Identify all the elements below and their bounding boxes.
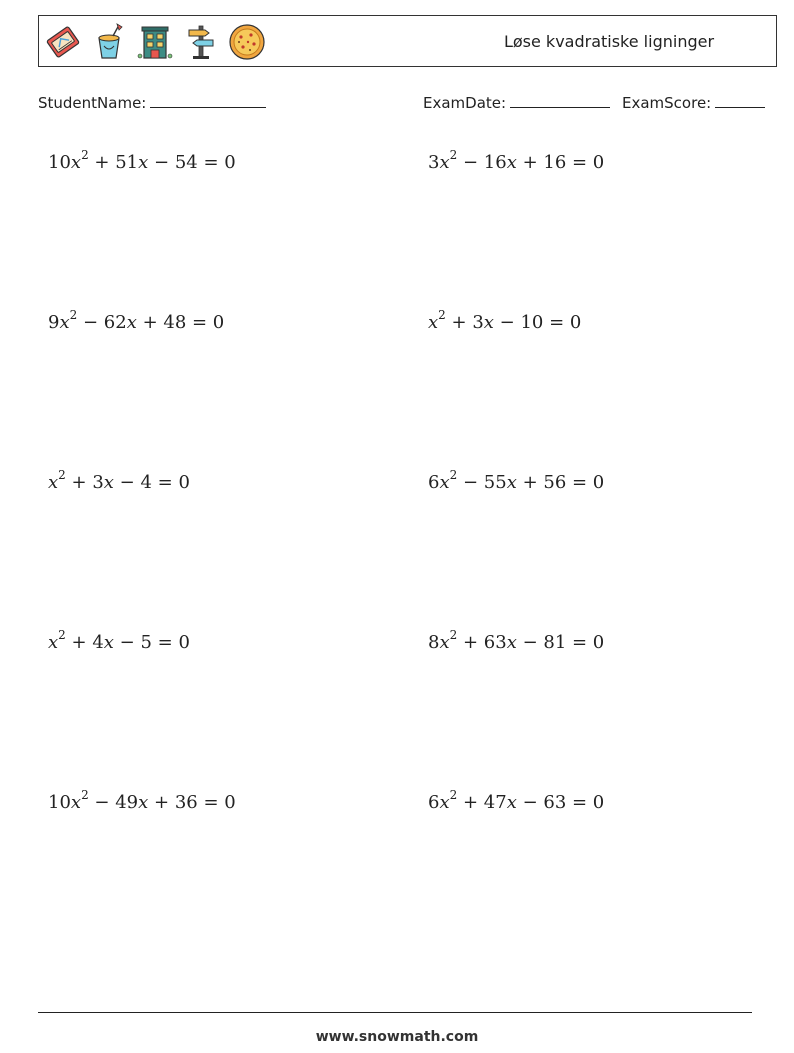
header-icons bbox=[43, 20, 267, 64]
exam-date-blank[interactable] bbox=[510, 92, 610, 108]
problem-9: $10x^2 - 49x + 36 = 0$ bbox=[48, 788, 236, 813]
problem-5: $x^2 + 3x - 4 = 0$ bbox=[48, 468, 190, 493]
ticket-icon bbox=[43, 22, 83, 62]
problem-8: $8x^2 + 63x - 81 = 0$ bbox=[428, 628, 605, 653]
problem-7: $x^2 + 4x - 5 = 0$ bbox=[48, 628, 190, 653]
worksheet-title: Løse kvadratiske ligninger bbox=[503, 32, 715, 51]
exam-date-field bbox=[423, 92, 610, 112]
student-name-blank[interactable] bbox=[150, 92, 266, 108]
problem-6: $6x^2 - 55x + 56 = 0$ bbox=[428, 468, 605, 493]
problem-2: $3x^2 - 16x + 16 = 0$ bbox=[428, 148, 605, 173]
exam-score-field bbox=[622, 92, 765, 112]
exam-date-label: ExamDate: bbox=[423, 94, 507, 112]
footer-divider bbox=[38, 1012, 752, 1013]
sand-bucket-icon bbox=[89, 22, 129, 62]
problem-10: $6x^2 + 47x - 63 = 0$ bbox=[428, 788, 605, 813]
problem-1: $10x^2 + 51x - 54 = 0$ bbox=[48, 148, 236, 173]
student-name-label: StudentName: bbox=[38, 94, 147, 112]
worksheet-header bbox=[38, 15, 777, 67]
problem-3: $9x^2 - 62x + 48 = 0$ bbox=[48, 308, 225, 333]
footer-site-link[interactable]: www.snowmath.com bbox=[315, 1029, 479, 1045]
exam-score-blank[interactable] bbox=[715, 92, 765, 108]
exam-score-label: ExamScore: bbox=[622, 94, 712, 112]
student-name-field bbox=[38, 92, 266, 112]
pizza-icon bbox=[227, 22, 267, 62]
building-icon bbox=[135, 22, 175, 62]
student-info-row bbox=[0, 92, 794, 114]
signpost-icon bbox=[181, 22, 221, 62]
problem-4: $x^2 + 3x - 10 = 0$ bbox=[428, 308, 582, 333]
